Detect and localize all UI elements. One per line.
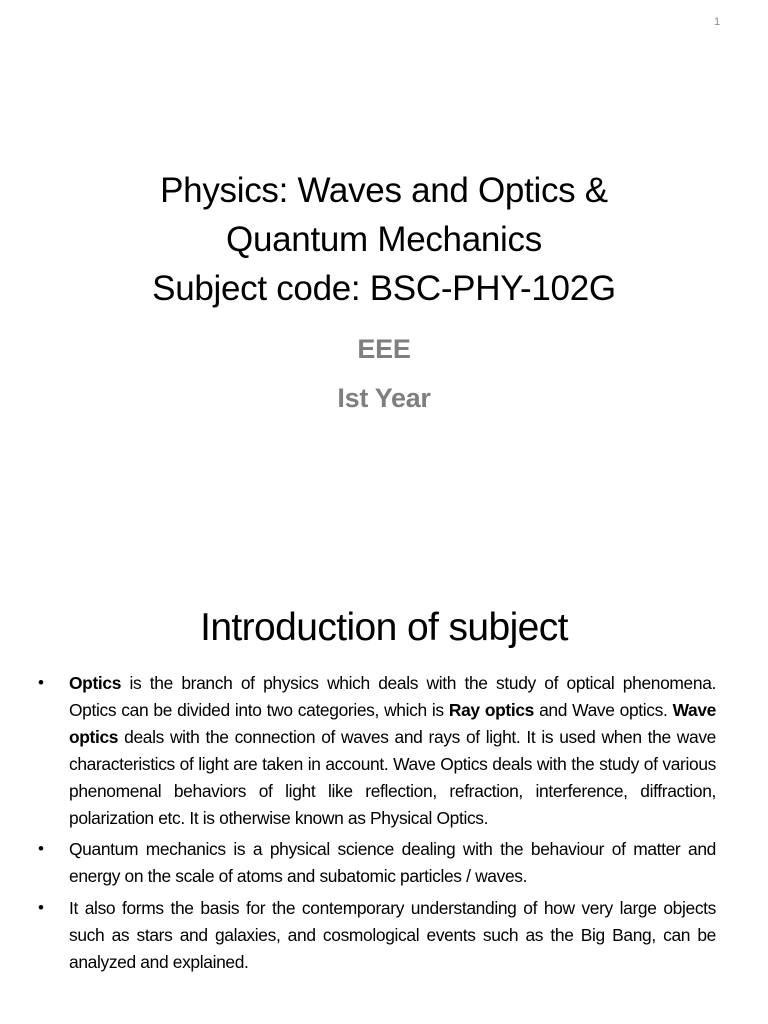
- bullet-text: deals with the connection of waves and rays of light. It is used when the wave characteristics of light are taken in account. Wave Optics deals with the study of various phenomenal behaviors of light like reflection, refraction, interference, diffraction, polarization etc. It is otherwise known as Physical Optics.: [69, 726, 716, 828]
- bullet-text: It also forms the basis for the contemporary understanding of how very large objects such as stars and galaxies, and cosmological events such as the Big Bang, can be analyzed and explained.: [69, 898, 716, 973]
- bold-term-ray-optics: Ray optics: [448, 699, 534, 720]
- introduction-slide: [0, 560, 768, 1024]
- title-line-1: Physics: Waves and Optics &: [160, 171, 608, 210]
- intro-heading: Introduction of subject: [200, 606, 568, 649]
- bullet-text: and Wave optics.: [533, 699, 673, 720]
- title-line-2: Quantum Mechanics: [226, 220, 542, 259]
- bold-term-wave-optics: Wave optics: [69, 699, 716, 747]
- title-line-3: Subject code: BSC-PHY-102G: [152, 269, 616, 308]
- year-subtitle: Ist Year: [337, 383, 431, 413]
- bullet-optics: [38, 670, 716, 831]
- page-number: 1: [714, 16, 721, 28]
- department-subtitle: EEE: [357, 334, 411, 364]
- bullet-quantum-mechanics: [38, 836, 716, 890]
- bullet-cosmology: [38, 895, 716, 976]
- bullet-text: Quantum mechanics is a physical science dealing with the behaviour of matter and energy on the scale of atoms and subatomic particles / waves.: [69, 839, 716, 887]
- bullet-list: [38, 670, 716, 981]
- bullet-text: is the branch of physics which deals with the study of optical phenomena. Optics can be divided into two categories, which is: [69, 673, 716, 720]
- slide-title: [0, 166, 768, 313]
- bold-term-optics: Optics: [69, 673, 122, 693]
